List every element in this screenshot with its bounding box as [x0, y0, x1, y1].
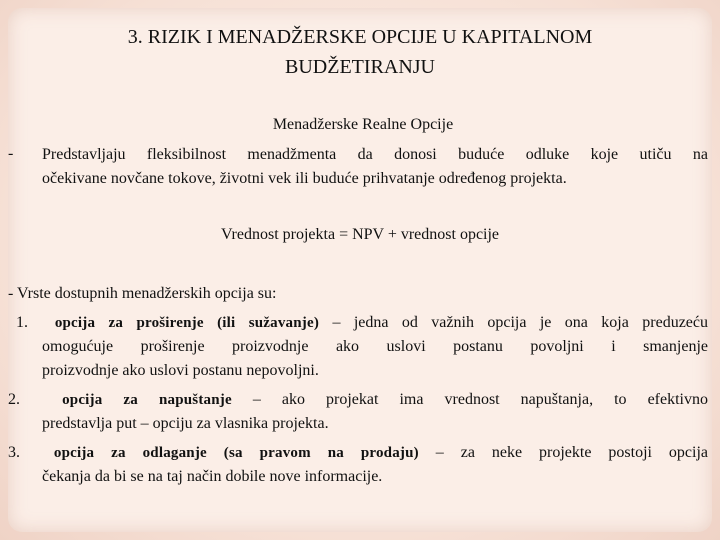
list-item-line-2: predstavlja put – opciju za vlasnika projekta.	[42, 415, 329, 432]
title-line-1: 3. RIZIK I MENADŽERSKE OPCIJE U KAPITALNOM	[127, 26, 593, 48]
list-item-number: 1.	[16, 314, 28, 331]
list-item-title: opcija za proširenje (ili sužavanje)	[54, 315, 320, 331]
list-item-line-1	[8, 311, 708, 335]
list-intro: - Vrste dostupnih menadžerskih opcija su:	[8, 285, 277, 302]
list-item-title: opcija za odlaganje (sa pravom na prodaju)	[53, 445, 419, 461]
formula: Vrednost projekta = NPV + vrednost opcije	[220, 226, 500, 243]
list-item-text: – za neke projekte postoji opcija	[418, 444, 709, 461]
page-title	[0, 22, 720, 82]
list-item-number: 2.	[8, 391, 20, 408]
intro-paragraph	[42, 143, 708, 191]
intro-line-1: Predstavljaju fleksibilnost menadžmenta da donosi buduće odluke koje utiču na	[42, 146, 708, 163]
list-item-line-2: omogućuje proširenje proizvodnje ako uslovi postanu povoljni i smanjenje	[42, 338, 708, 355]
list-item-line-1	[8, 441, 708, 465]
list-item-title: opcija za napuštanje	[62, 392, 232, 408]
list-item-text: – ako projekat ima vrednost napuštanja, to efektivno	[231, 391, 709, 408]
subheading: Menadžerske Realne Opcije	[272, 116, 454, 133]
list-item	[8, 388, 708, 436]
intro-bullet: -	[8, 145, 14, 162]
list-item-line-1	[8, 388, 708, 412]
list-item-number: 3.	[8, 444, 20, 461]
list-item-line-2: čekanja da bi se na taj način dobile nove informacije.	[42, 468, 383, 485]
list-item	[8, 311, 708, 383]
list-item-line-3: proizvodnje ako uslovi postanu nepovoljni.	[42, 362, 319, 379]
list-item	[8, 441, 708, 489]
intro-line-2: očekivane novčane tokove, životni vek ili buduće prihvatanje određenog projekta.	[42, 170, 567, 187]
list-item-text: – jedna od važnih opcija je ona koja preduzeću	[319, 314, 708, 331]
title-line-2: BUDŽETIRANJU	[285, 56, 435, 78]
